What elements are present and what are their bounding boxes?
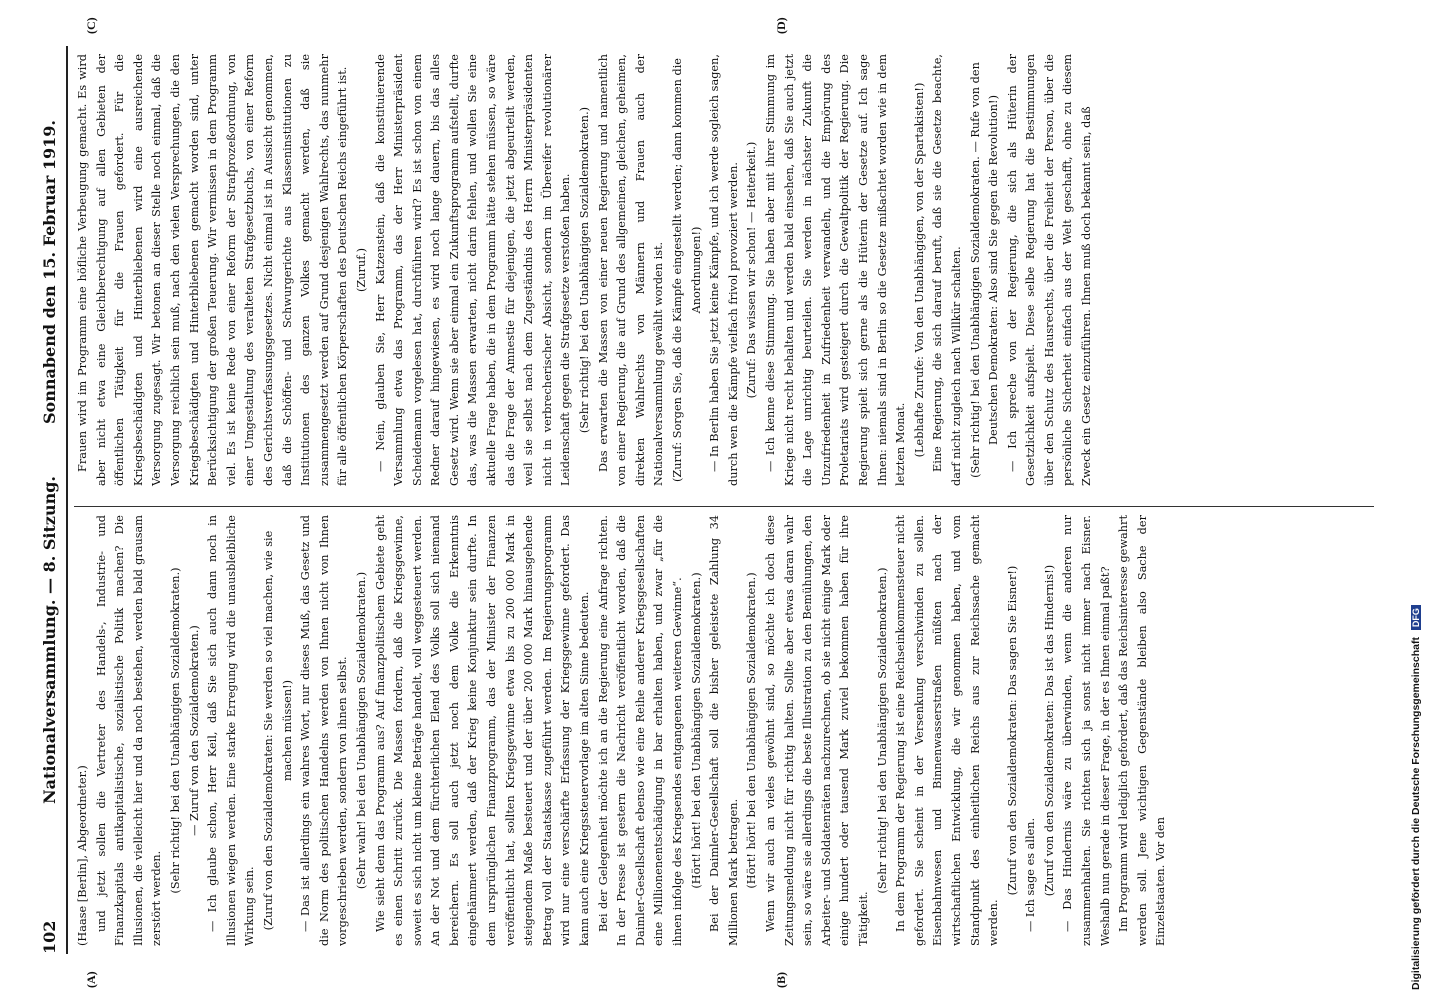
- paragraph: In dem Programm der Regierung ist eine Reichseinkommensteuer nicht gefordert. Sie scheint in der Versenkung verschwinden zu sollen. Eisenbahnwesen und Binnenwasserstraßen müßten nach der wirtschaftlichen Entwicklung, die wir genommen haben, und vom Standpunkt des einheitlichen Reichs aus zur Reichssache gemacht werden.: [894, 515, 1001, 946]
- paragraph: (Sehr richtig! bei den Unabhängigen Sozialdemokraten. — Rufe von den Deutschen Demokraten: Also sind Sie gegen die Revolution!): [968, 62, 1001, 478]
- paragraph: — Ich sage es allen.: [1024, 817, 1038, 932]
- paragraph: — Ich spreche von der Regierung, die sich als Hüterin der Gesetzlichkeit aufspielt. Diese selbe Regierung hat die Bestimmungen über den Schutz des Hausrechts, über die Freiheit der Person, über die persönliche Sicherheit einfach aus der Welt geschafft, ohne zu diesem Zweck ein Gesetz einzuführen. Ihnen muß doch bekannt sein, daß: [1005, 54, 1094, 486]
- paragraph: Wie sieht denn das Programm aus? Auf finanzpolitischem Gebiete geht es einen Schritt zurück. Die Massen fordern, daß die Kriegsgewinne, soweit es sich nicht um kleine Beträge handelt, voll weggesteuert werden. An der Not und dem fürchterlichen Elend des Volks soll sich niemand bereichern. Es soll auch jetzt noch dem Volke die Erkenntnis eingehämmert werden, daß der Krieg keine Konjunktur sein durfte. In dem ursprünglichen Finanzprogramm, das der Minister der Finanzen veröffentlicht hat, sollten Kriegsgewinne etwa bis zu 200 000 Mark in steigendem Maße besteuert und der über 200 000 Mark hinausgehende Betrag voll der Staatskasse zugeführt werden. Im Regierungsprogramm wird nur eine verschärfte Erfassung der Kriegsgewinne gefordert. Das kann auch eine Kriegssteuervorlage im alten Sinne bedeuten.: [373, 515, 592, 946]
- paragraph: (Zuruf: Das wissen wir schon! — Heiterkeit.): [745, 141, 759, 399]
- text-columns: [74, 17, 1374, 988]
- paragraph: (Hört! hört! bei den Unabhängigen Sozialdemokraten.): [745, 572, 759, 889]
- paragraph: — Das Hindernis wäre zu überwinden, wenn die anderen nur zusammenhalten. Sie richten sich ja sonst nicht immer nach Eisner. Weshalb nun gerade in dieser Frage, in der es Ihnen einmal paßt?: [1061, 515, 1112, 946]
- paragraph: (Haase [Berlin], Abgeordneter.): [76, 765, 89, 946]
- paragraph: (Sehr richtig! bei den Unabhängigen Sozialdemokraten.): [168, 567, 182, 894]
- page-number: 102: [40, 920, 59, 954]
- paragraph: Wenn wir auch an vieles gewöhnt sind, so möchte ich doch diese Zeitungsmeldung nicht für richtig halten. Sollte aber etwas daran wahr sein, so wäre sie allerdings die beste Illustration zu den Bemühungen, den Arbeiter- und Soldatenräten nachzurechnen, ob sie nicht einige Mark oder einige hundert oder tausend Mark zuviel bekommen haben für ihre Tätigkeit.: [763, 515, 870, 946]
- paragraph: (Zuruf von den Sozialdemokraten: Das sagen Sie Eisner!): [1005, 565, 1019, 896]
- paragraph: — Ich kenne diese Stimmung. Sie haben aber mit ihrer Stimmung im Kriege nicht recht behalten und werden bald einsehen, daß Sie auch jetzt die Lage unrichtig beurteilen. Sie werden in nächster Zukunft die Unzufriedenheit in Zufriedenheit verwandeln, und die Empörung des Proletariats wird gesteigert durch die Gewaltpolitik der Regierung. Die Regierung spielt sich gerne als die Hüterin der Gesetze auf. Ich sage Ihnen: niemals sind in Berlin so die Gesetze mißachtet worden wie in dem letzten Monat.: [763, 54, 908, 486]
- paragraph: (Lebhafte Zurufe: Von den Unabhängigen, von der Spartakisten!): [912, 82, 926, 458]
- paragraph: und jetzt sollen die Vertreter des Handels-, Industrie- und Finanzkapitals antikapitalistische, sozialistische Politik machen? Die Illusionen, die vielleicht hier und da noch bestehen, werden bald grausam zerstört werden.: [94, 515, 164, 946]
- dfg-logo: DFG: [1411, 605, 1421, 630]
- right-column: [74, 46, 1374, 494]
- paragraph: Im Programm wird lediglich gefordert, daß das Reichsinteresse gewahrt werden soll. Jene wichtigen Gegenstände bleiben also Sache der Einzelstaaten. Vor den: [1117, 515, 1168, 946]
- paragraph: Bei der Gelegenheit möchte ich an die Regierung eine Anfrage richten. In der Presse ist gestern die Nachricht veröffentlicht worden, daß die Daimler-Gesellschaft ebenso wie eine Reihe anderer Kriegsgesellschaften eine Millionenentschädigung in bar erhalten haben, und zwar „für die ihnen infolge des Kriegsendes entgangenen weiteren Gewinne“.: [596, 515, 684, 946]
- paragraph: (Sehr richtig! bei den Unabhängigen Sozialdemokraten.): [578, 106, 592, 434]
- paragraph: (Hört! hört! bei den Unabhängigen Sozialdemokraten.): [689, 572, 703, 889]
- margin-mark-b: (B): [774, 972, 788, 988]
- paragraph: (Zuruf: Sorgen Sie, daß die Kämpfe eingestellt werden; dann kommen die Anordnungen!): [671, 58, 703, 483]
- paragraph: (Sehr wahr! bei den Unabhängigen Sozialdemokraten.): [354, 571, 368, 890]
- margin-mark-d: (D): [774, 17, 788, 34]
- margin-mark-c: (C): [84, 17, 98, 34]
- header-session: Nationalversammlung. — 8. Sitzung.: [40, 476, 59, 804]
- header-date: Sonnabend den 15. Februar 1919.: [40, 120, 59, 424]
- paragraph: Das erwarten die Massen von einer neuen Regierung und namentlich von einer Regierung, die auf Grund des allgemeinen, gleichen, geheimen, direkten Wahlrechts von Männern und Frauen auch der Nationalversammlung gewählt worden ist.: [596, 54, 666, 486]
- paragraph: (Sehr richtig! bei den Unabhängigen Sozialdemokraten.): [875, 567, 889, 894]
- paragraph: Bei der Daimler-Gesellschaft soll die bisher geleistete Zahlung 34 Millionen Mark betragen.: [708, 515, 740, 946]
- credit-text: Digitalisierung gefördert durch die Deutsche Forschungsgemeinschaft: [1410, 637, 1422, 990]
- margin-mark-a: (A): [84, 971, 98, 988]
- paragraph: — Das ist allerdings ein wahres Wort, nur dieses Muß, das Gesetz und die Norm des politischen Handelns werden von Ihnen nicht von Ihnen vorgeschrieben werden, sondern von ihnen selbst.: [299, 515, 350, 946]
- digitization-credit: [1410, 605, 1422, 990]
- paragraph: (Zuruf.): [354, 248, 368, 292]
- paragraph: — Zuruf von den Sozialdemokraten.): [187, 625, 201, 836]
- paragraph: — Nein, glauben Sie, Herr Katzenstein, daß die konstituierende Versammlung etwa das Programm, das der Herr Ministerpräsident Scheidemann vorgelesen hat, durchführen wird? Es ist schon von einem Redner darauf hingewiesen, es wird noch lange dauern, bis das alles Gesetz wird. Wenn sie aber einmal ein Zukunftsprogramm aufstellt, durfte das, was die Massen erwarten, nicht darin fehlen, und wollen Sie eine aktuelle Frage haben, die in dem Programm hätte stehen müssen, so wäre das die Frage der Amnestie für diejenigen, die jetzt abgeurteilt werden, weil sie selbst nach dem Zugeständnis des Herrn Ministerpräsidenten nicht in verbrecherischer Absicht, sondern im Übereifer revolutionärer Leidenschaft gegen die Strafgesetze verstoßen haben.: [373, 54, 573, 486]
- left-column: [74, 506, 1374, 954]
- paragraph: Frauen wird im Programm eine höfliche Verbeugung gemacht. Es wird aber nicht etwa eine Gleichberechtigung auf allen Gebieten der öffentlichen Tätigkeit für die Frauen gefordert. Für die Kriegsbeschädigten und Hinterbliebenen wird eine ausreichende Versorgung zugesagt. Wir betonen an dieser Stelle noch einmal, daß die Versorgung reichlich sein muß, nach den vielen Versprechungen, die den Kriegsbeschädigten und Hinterbliebenen gemacht worden sind, unter Berücksichtigung der großen Teuerung. Wir vermissen in dem Programm viel. Es ist keine Rede von einer Reform der Strafprozeßordnung, von einer Umgestaltung des veralteten Strafgesetzbuchs, von einer Reform des Gerichtsverfassungsgesetzes. Nicht einmal ist in Aussicht genommen, daß die Schöffen- und Schwurgerichte aus Klasseninstitutionen zu Institutionen des ganzen Volkes gemacht werden, daß sie zusammengesetzt werden auf Grund desjenigen Wahlrechts, das nunmehr für alle öffentlichen Körperschaften des Deutschen Reichs eingeführt ist.: [76, 54, 350, 486]
- paragraph: (Zuruf von den Sozialdemokraten: Das ist das Hindernis!): [1042, 564, 1056, 897]
- paragraph: — Ich glaube schon, Herr Keil, daß Sie sich auch dann noch in Illusionen wiegen werden. Eine starke Erregung wird die unausbleibliche Wirkung sein.: [206, 515, 257, 946]
- paragraph: Eine Regierung, die sich darauf beruft, daß sie die Gesetze beachte, darf nicht zugleich nach Willkür schalten.: [931, 54, 963, 486]
- paragraph: — In Berlin haben Sie jetzt keine Kämpfe, und ich werde sogleich sagen, durch wen die Kämpfe vielfach frivol provoziert werden.: [708, 54, 740, 486]
- page-header: [36, 46, 68, 954]
- paragraph: (Zuruf von den Sozialdemokraten: Sie werden so viel machen, wie sie machen müssen!): [261, 530, 294, 931]
